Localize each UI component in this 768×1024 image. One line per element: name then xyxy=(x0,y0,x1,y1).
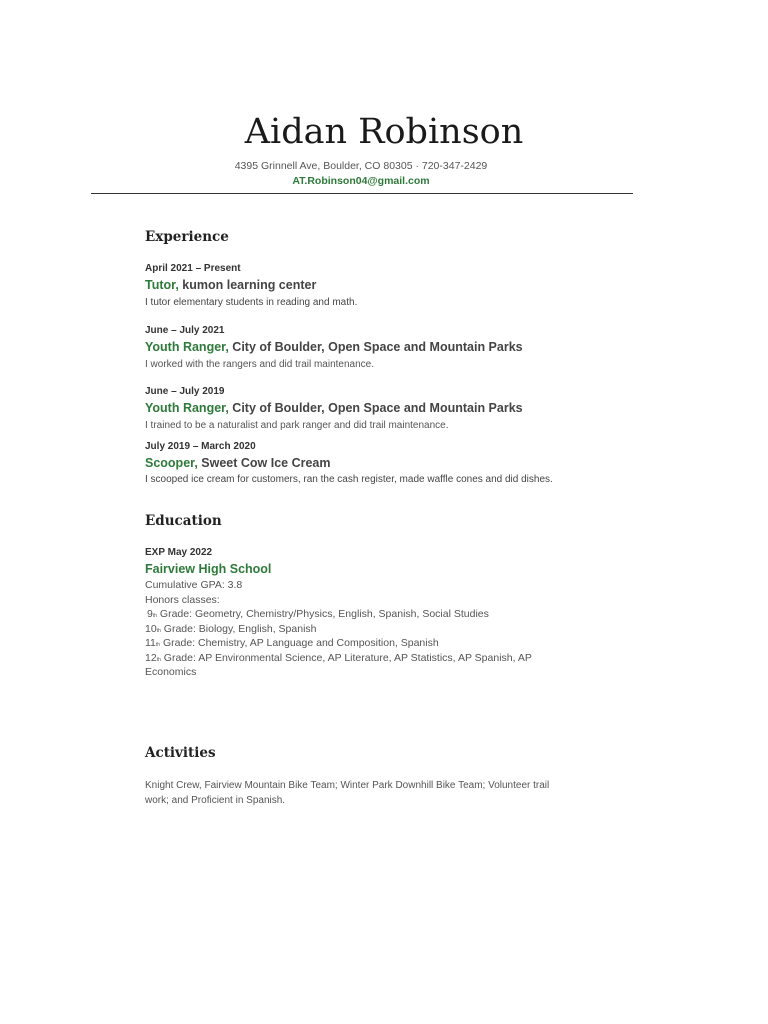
education-entry xyxy=(145,546,565,680)
education-date: EXP May 2022 xyxy=(145,547,213,558)
job-date: April 2021 – Present xyxy=(145,263,241,274)
job-organization: kumon learning center xyxy=(178,278,317,292)
email-link[interactable]: AT.Robinson04@gmail.com xyxy=(292,175,430,187)
job-organization: Sweet Cow Ice Cream xyxy=(197,456,331,470)
header-divider xyxy=(91,193,633,194)
job-entry xyxy=(145,324,565,373)
grade-suffix: th xyxy=(155,642,161,648)
school-name: Fairview High School xyxy=(145,562,272,576)
job-date: June – July 2019 xyxy=(145,386,225,397)
grade-suffix: th xyxy=(156,656,161,663)
grade-number: 9 xyxy=(147,608,153,620)
grade-number: 12 xyxy=(145,651,157,664)
grade-line xyxy=(145,651,550,680)
job-title xyxy=(145,399,565,417)
applicant-name: Aidan Robinson xyxy=(244,112,524,152)
grade-suffix: th xyxy=(152,613,158,619)
job-entry xyxy=(145,440,565,488)
contact-info: 4395 Grinnell Ave, Boulder, CO 80305 · 720-347-2429 xyxy=(234,160,488,172)
job-description: I scooped ice cream for customers, ran the cash register, made waffle cones and did dishes. xyxy=(145,474,553,485)
job-role: Tutor, xyxy=(145,278,179,292)
experience-heading: Experience xyxy=(145,229,229,245)
grade-line xyxy=(145,622,565,637)
job-date: June – July 2021 xyxy=(145,325,225,336)
job-entry xyxy=(145,262,565,311)
job-title xyxy=(145,276,565,294)
grade-courses: Grade: Geometry, Chemistry/Physics, English, Spanish, Social Studies xyxy=(157,608,489,620)
job-description: I trained to be a naturalist and park ranger and did trail maintenance. xyxy=(145,420,449,431)
grade-courses: Grade: Biology, English, Spanish xyxy=(160,622,317,635)
job-organization: City of Boulder, Open Space and Mountain Parks xyxy=(228,401,523,415)
honors-label: Honors classes: xyxy=(145,593,220,606)
job-entry xyxy=(145,385,565,434)
job-title xyxy=(145,338,565,356)
grade-number: 10 xyxy=(145,622,157,635)
grade-number: 11 xyxy=(145,637,156,649)
activities-text: Knight Crew, Fairview Mountain Bike Team; Winter Park Downhill Bike Team; Volunteer trail work; and Proficient in Spanish. xyxy=(145,780,550,806)
grade-line xyxy=(145,636,565,651)
job-role: Youth Ranger, xyxy=(145,401,229,415)
job-title xyxy=(145,454,565,472)
job-role: Youth Ranger, xyxy=(145,340,229,354)
job-date: July 2019 – March 2020 xyxy=(145,441,256,452)
job-organization: City of Boulder, Open Space and Mountain Parks xyxy=(228,340,523,354)
job-role: Scooper, xyxy=(145,456,198,470)
grade-courses: Grade: AP Environmental Science, AP Literature, AP Statistics, AP Spanish, AP Economics xyxy=(145,651,532,678)
grade-courses: Grade: Chemistry, AP Language and Composition, Spanish xyxy=(160,637,439,649)
grade-suffix: th xyxy=(156,627,161,634)
gpa: Cumulative GPA: 3.8 xyxy=(145,579,243,591)
activities-heading: Activities xyxy=(145,745,216,761)
grade-line xyxy=(145,607,565,622)
job-description: I tutor elementary students in reading and math. xyxy=(145,297,358,308)
job-description: I worked with the rangers and did trail maintenance. xyxy=(145,359,375,370)
education-heading: Education xyxy=(145,513,222,529)
